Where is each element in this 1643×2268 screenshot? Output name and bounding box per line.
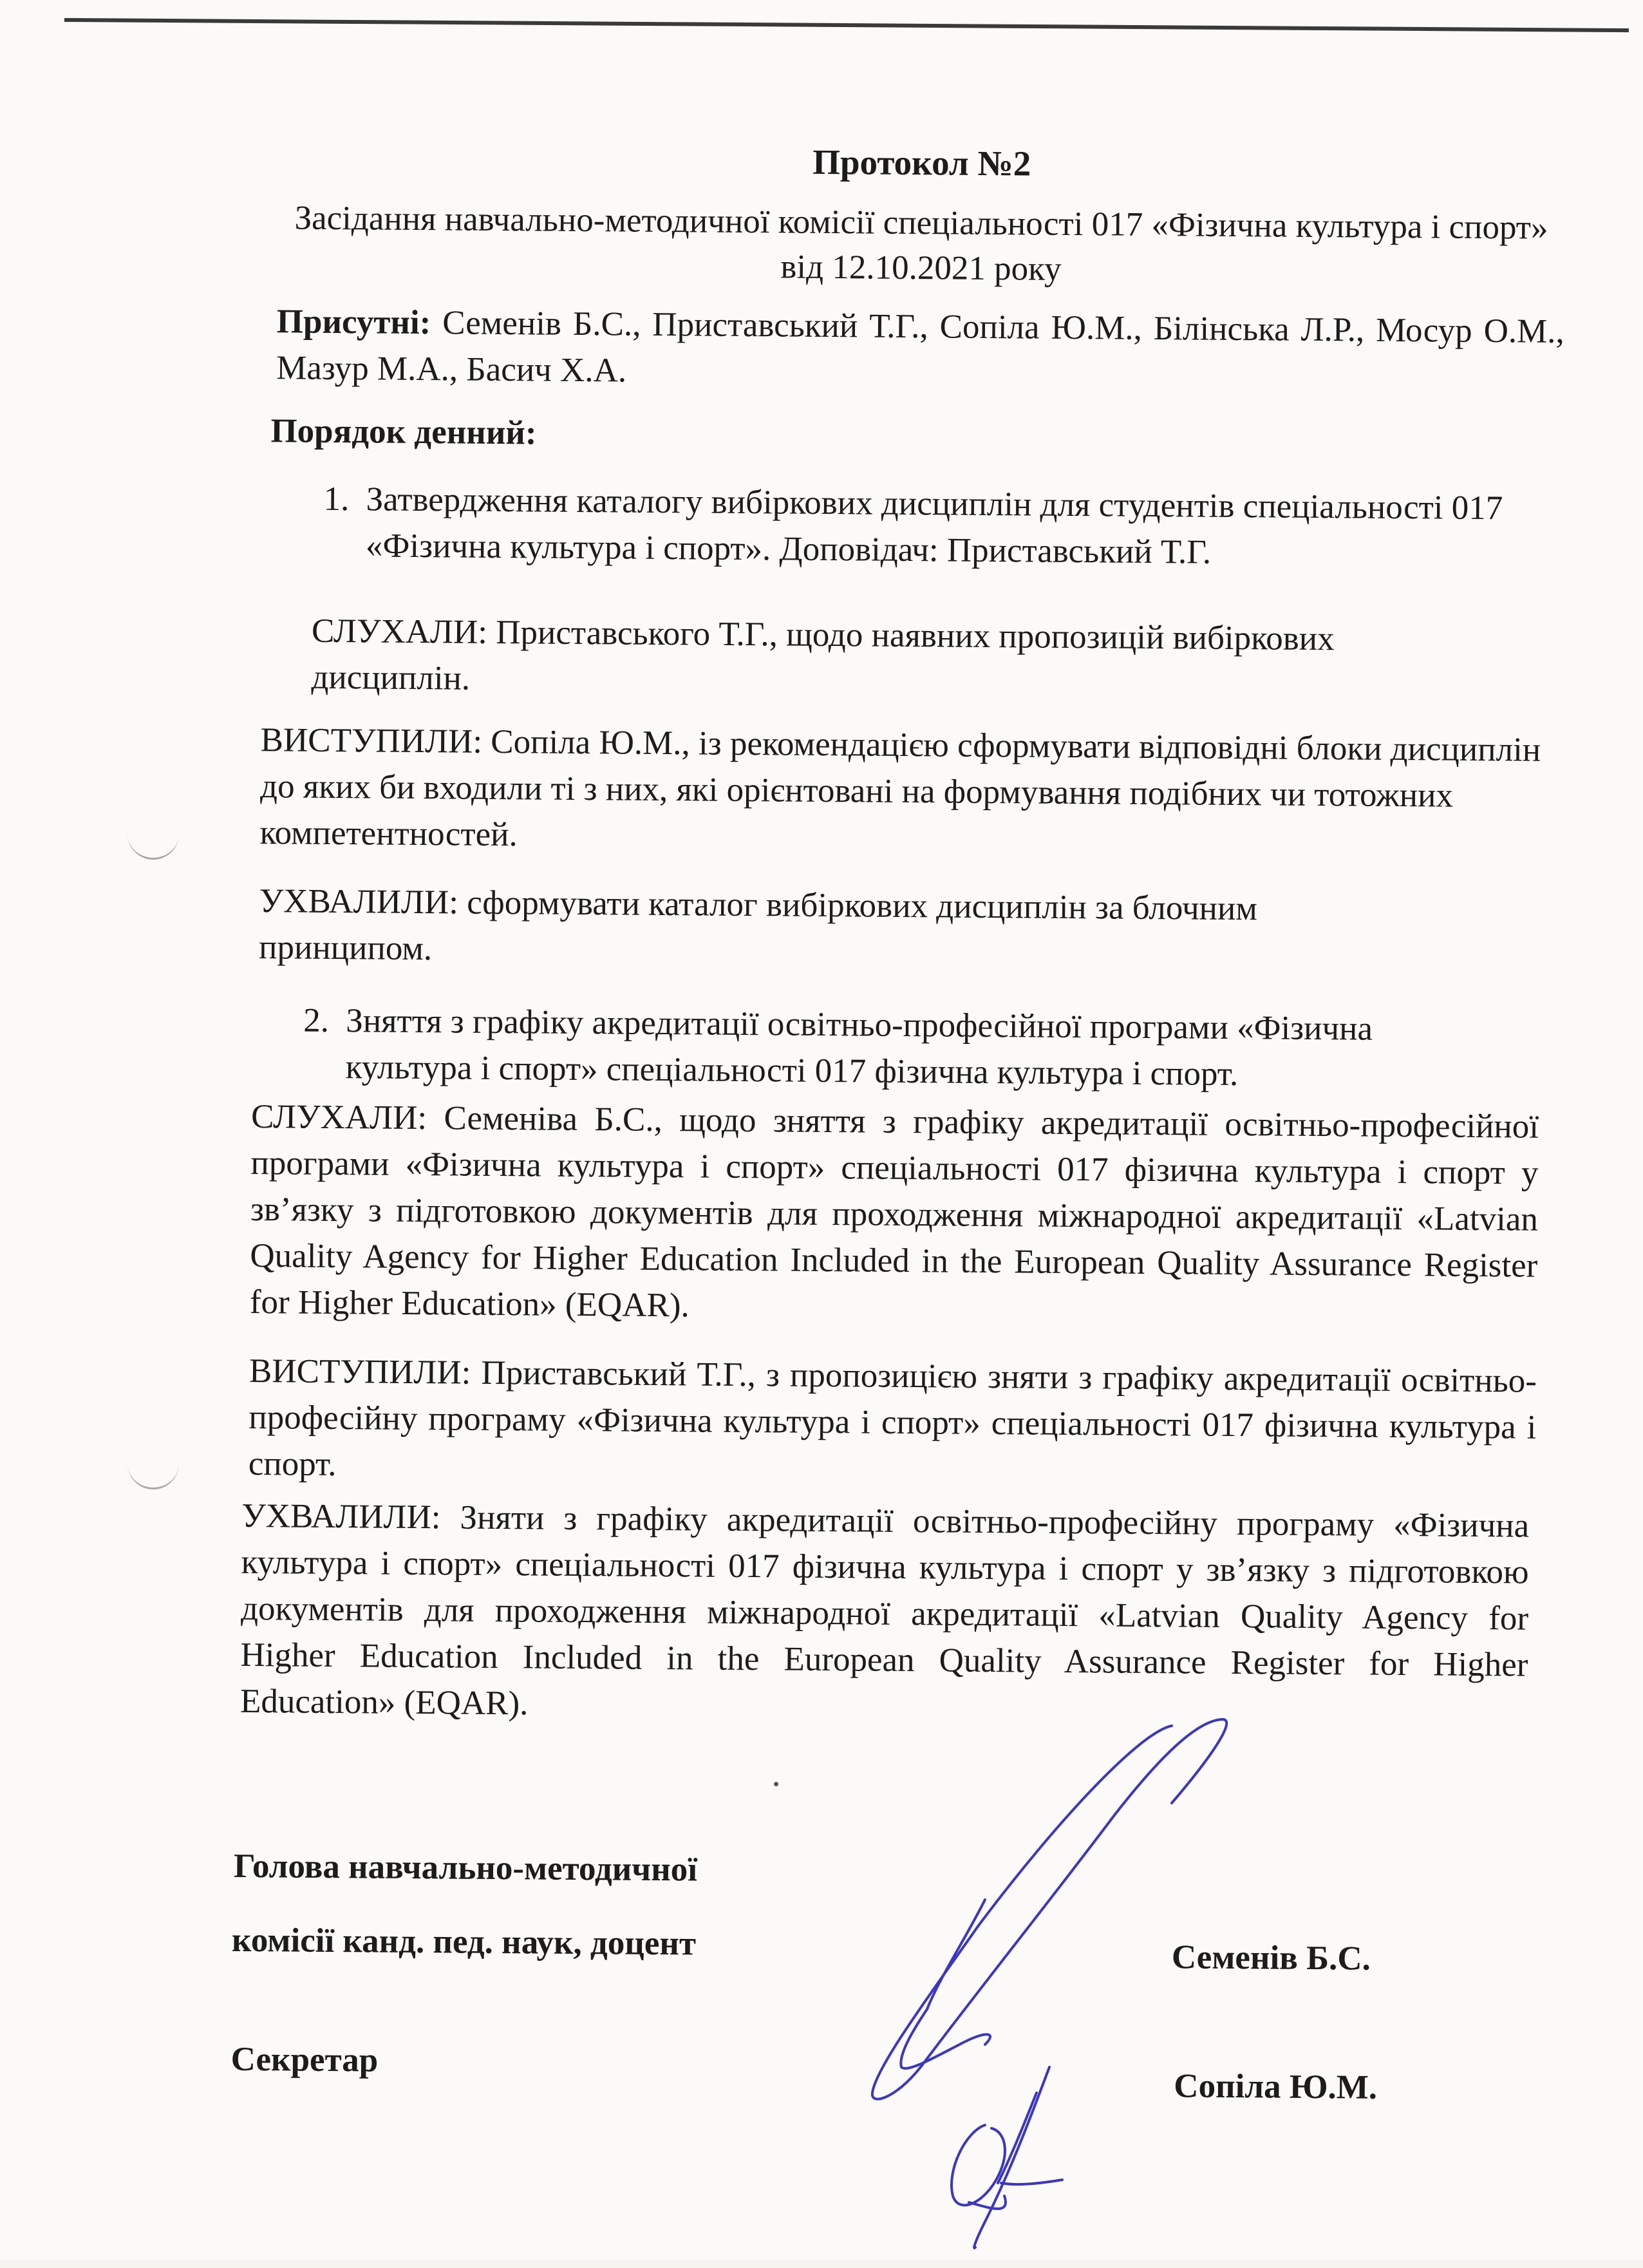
secretary-signature-stroke <box>952 2125 1005 2205</box>
heard-paragraph-1: СЛУХАЛИ: Приставського Т.Г., щодо наявних пропозицій вибіркових дисциплін. <box>311 612 1335 697</box>
attendees-names: Семенів Б.С., Приставський Т.Г., Сопіла Ю.М., Білінська Л.Р., Мосур О.М., Мазур М.А., Басич Х.А. <box>276 304 1564 390</box>
chair-title-line-2: комісії канд. пед. наук, доцент <box>231 1921 697 1963</box>
secretary-signature-stroke <box>974 2067 1049 2248</box>
handwritten-signatures <box>837 1706 1255 2254</box>
attendees-label: Присутні: <box>276 303 431 342</box>
agenda-item-number: 2. <box>303 1001 330 1039</box>
chair-title-line-1: Голова навчально-методичної <box>233 1847 698 1889</box>
agenda-item-1 <box>323 476 1570 571</box>
agenda-heading: Порядок денний: <box>270 412 537 452</box>
resolved-paragraph-1: УХВАЛИЛИ: сформувати каталог вибіркових дисциплін за блочним принципом. <box>258 882 1258 968</box>
spoke-paragraph-2: ВИСТУПИЛИ: Приставський Т.Г., з пропозицією зняти з графіку акредитації освітньо-професійну програму «Фізична культура і спорт» спеціальності 017 фізична культура і спорт. <box>248 1352 1537 1484</box>
chair-signature-stroke <box>872 1719 1226 2099</box>
resolved-paragraph-2: УХВАЛИЛИ: Зняти з графіку акредитації освітньо-професійну програму «Фізична культура і спорт» спеціальності 017 фізична культура і спорт у зв’язку з підготовкою документів для проходження міжнародної акредитації «Latvian Quality Agency for Higher Education Included in the European Quality Assurance Register for Higher Education» (EQAR). <box>239 1497 1530 1723</box>
agenda-item-text: Затвердження каталогу вибіркових дисциплін для студентів спеціальності 017 «Фізична культура і спорт». Доповідач: Приставський Т.Г. <box>365 480 1503 571</box>
agenda-item-text: Зняття з графіку акредитації освітньо-професійної програми «Фізична культура і спорт» спеціальності 017 фізична культура і спорт. <box>345 1002 1373 1093</box>
secretary-name: Сопіла Ю.М. <box>1174 2067 1378 2106</box>
document-title: Протокол №2 <box>812 142 1031 184</box>
spoke-paragraph-1: ВИСТУПИЛИ: Сопіла Ю.М., із рекомендацією сформувати відповідні блоки дисциплін до яких би входили ті з них, які орієнтовані на формування подібних чи тотожних компетентностей. <box>259 721 1541 854</box>
secretary-label: Секретар <box>230 2040 379 2079</box>
meeting-subtitle: Засідання навчально-методичної комісії спеціальності 017 «Фізична культура і спорт» від 12.10.2021 року <box>294 199 1548 288</box>
agenda-item-number: 1. <box>323 480 350 518</box>
attendees-paragraph <box>276 298 1564 401</box>
chair-name: Семенів Б.С. <box>1171 1938 1371 1978</box>
agenda-item-2 <box>303 997 1501 1093</box>
heard-paragraph-2: СЛУХАЛИ: Семеніва Б.С., щодо зняття з графіку акредитації освітньо-професійної програми «Фізична культура і спорт» спеціальності 017 фізична культура і спорт у зв’язку з підготовкою документів для проходження міжнародної акредитації «Latvian Quality Agency for Higher Education Included in the European Quality Assurance Register for Higher Education» (EQAR). <box>249 1098 1539 1325</box>
